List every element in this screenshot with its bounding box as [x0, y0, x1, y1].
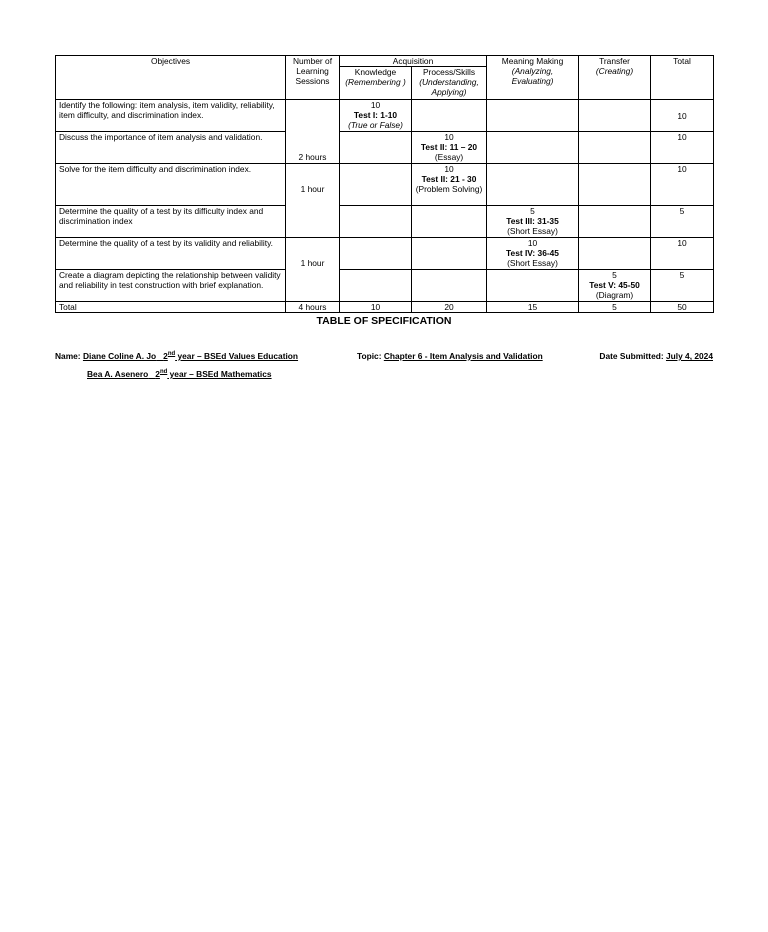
totals-label: Total	[56, 302, 286, 313]
row-total-cell: 5	[651, 206, 714, 238]
header-process-skills	[412, 67, 487, 100]
meaning-cell	[487, 100, 579, 132]
test-type: (Problem Solving)	[415, 184, 483, 194]
name-label: Name:	[55, 351, 81, 361]
year-suffix-2: nd	[159, 369, 168, 376]
footer-name-line-2	[87, 369, 272, 379]
transfer-cell	[579, 100, 651, 132]
table-row	[56, 238, 714, 270]
student-name-2: Bea A. Asenero	[87, 369, 149, 379]
year-number-2: 2	[155, 369, 160, 379]
header-knowledge-sub: (Remembering )	[345, 77, 406, 87]
item-count: 5	[530, 206, 535, 216]
process-cell	[412, 132, 487, 164]
date-value: July 4, 2024	[665, 351, 713, 361]
knowledge-cell	[340, 270, 412, 302]
student-program-1: year – BSEd Values Education	[175, 351, 299, 361]
test-label: Test II: 21 - 30	[421, 174, 477, 184]
header-process-label: Process/Skills	[422, 67, 476, 77]
knowledge-cell	[340, 100, 412, 132]
table-row	[56, 270, 714, 302]
test-type: (Short Essay)	[507, 258, 558, 268]
table-row	[56, 164, 714, 206]
row-total-cell: 5	[651, 270, 714, 302]
row-total-cell: 10	[651, 100, 714, 132]
process-cell	[412, 206, 487, 238]
totals-row	[56, 302, 714, 313]
table-row	[56, 100, 714, 132]
test-label: Test IV: 36-45	[506, 248, 559, 258]
row-total-cell: 10	[651, 238, 714, 270]
topic-label: Topic:	[357, 351, 382, 361]
transfer-cell	[579, 132, 651, 164]
table-row	[56, 132, 714, 164]
objective-cell: Solve for the item difficulty and discrimination index.	[56, 164, 286, 206]
objective-cell: Determine the quality of a test by its validity and reliability.	[56, 238, 286, 270]
transfer-cell	[579, 206, 651, 238]
row-total-cell: 10	[651, 164, 714, 206]
footer-name-line-1	[55, 351, 298, 361]
year-number-1: 2	[163, 351, 168, 361]
knowledge-cell	[340, 238, 412, 270]
year-suffix-1: nd	[167, 351, 176, 358]
totals-meaning: 15	[487, 302, 579, 313]
student-name-1: Diane Coline A. Jo	[82, 351, 157, 361]
meaning-cell	[487, 270, 579, 302]
footer-date	[599, 351, 713, 361]
meaning-cell	[487, 164, 579, 206]
test-type: (Diagram)	[595, 290, 634, 300]
header-process-sub: (Understanding, Applying)	[419, 77, 479, 97]
totals-knowledge: 10	[340, 302, 412, 313]
objective-cell: Determine the quality of a test by its difficulty index and discrimination index	[56, 206, 286, 238]
test-type: (Essay)	[434, 152, 464, 162]
table-row	[56, 206, 714, 238]
meaning-cell	[487, 132, 579, 164]
header-meaning-sub: (Analyzing, Evaluating)	[511, 66, 554, 86]
header-objectives: Objectives	[56, 56, 286, 100]
objective-cell: Discuss the importance of item analysis and validation.	[56, 132, 286, 164]
transfer-cell	[579, 238, 651, 270]
header-meaning-making	[487, 56, 579, 100]
totals-transfer: 5	[579, 302, 651, 313]
process-cell	[412, 100, 487, 132]
item-count: 10	[444, 132, 454, 142]
sessions-cell: 1 hour	[286, 164, 340, 238]
meaning-cell	[487, 238, 579, 270]
knowledge-cell	[340, 164, 412, 206]
objective-cell: Create a diagram depicting the relationship between validity and reliability in test construction with brief explanation.	[56, 270, 286, 302]
table-of-specification	[55, 55, 714, 313]
header-total: Total	[651, 56, 714, 100]
footer-topic	[357, 351, 543, 361]
item-count: 10	[370, 100, 381, 110]
header-transfer-label: Transfer	[599, 56, 630, 66]
process-cell	[412, 238, 487, 270]
knowledge-cell	[340, 206, 412, 238]
item-count: 10	[444, 164, 454, 174]
totals-grand: 50	[651, 302, 714, 313]
test-label: Test II: 11 – 20	[420, 142, 478, 152]
header-meaning-label: Meaning Making	[501, 56, 564, 66]
item-count: 10	[527, 238, 538, 248]
process-cell	[412, 270, 487, 302]
header-knowledge	[340, 67, 412, 100]
test-label: Test III: 31-35	[506, 216, 559, 226]
sessions-cell: 1 hour	[286, 238, 340, 302]
process-cell	[412, 164, 487, 206]
row-total-cell: 10	[651, 132, 714, 164]
date-label: Date Submitted:	[599, 351, 664, 361]
objective-cell: Identify the following: item analysis, item validity, reliability, item difficulty, and discrimination index.	[56, 100, 286, 132]
totals-sessions: 4 hours	[286, 302, 340, 313]
item-count: 5	[612, 270, 617, 280]
test-type: (True or False)	[348, 120, 403, 130]
header-transfer	[579, 56, 651, 100]
sessions-cell: 2 hours	[286, 100, 340, 164]
header-sessions: Number of Learning Sessions	[286, 56, 340, 100]
header-knowledge-label: Knowledge	[354, 67, 397, 77]
test-label: Test V: 45-50	[589, 280, 640, 290]
student-program-2: year – BSEd Mathematics	[167, 369, 272, 379]
transfer-cell	[579, 270, 651, 302]
table-caption: TABLE OF SPECIFICATION	[316, 315, 452, 327]
totals-process: 20	[412, 302, 487, 313]
topic-value: Chapter 6 - Item Analysis and Validation	[383, 351, 543, 361]
test-type: (Short Essay)	[507, 226, 558, 236]
header-acquisition: Acquisition	[340, 56, 487, 67]
test-label: Test I: 1-10	[353, 110, 398, 120]
header-transfer-sub: (Creating)	[595, 66, 634, 76]
meaning-cell	[487, 206, 579, 238]
transfer-cell	[579, 164, 651, 206]
knowledge-cell	[340, 132, 412, 164]
